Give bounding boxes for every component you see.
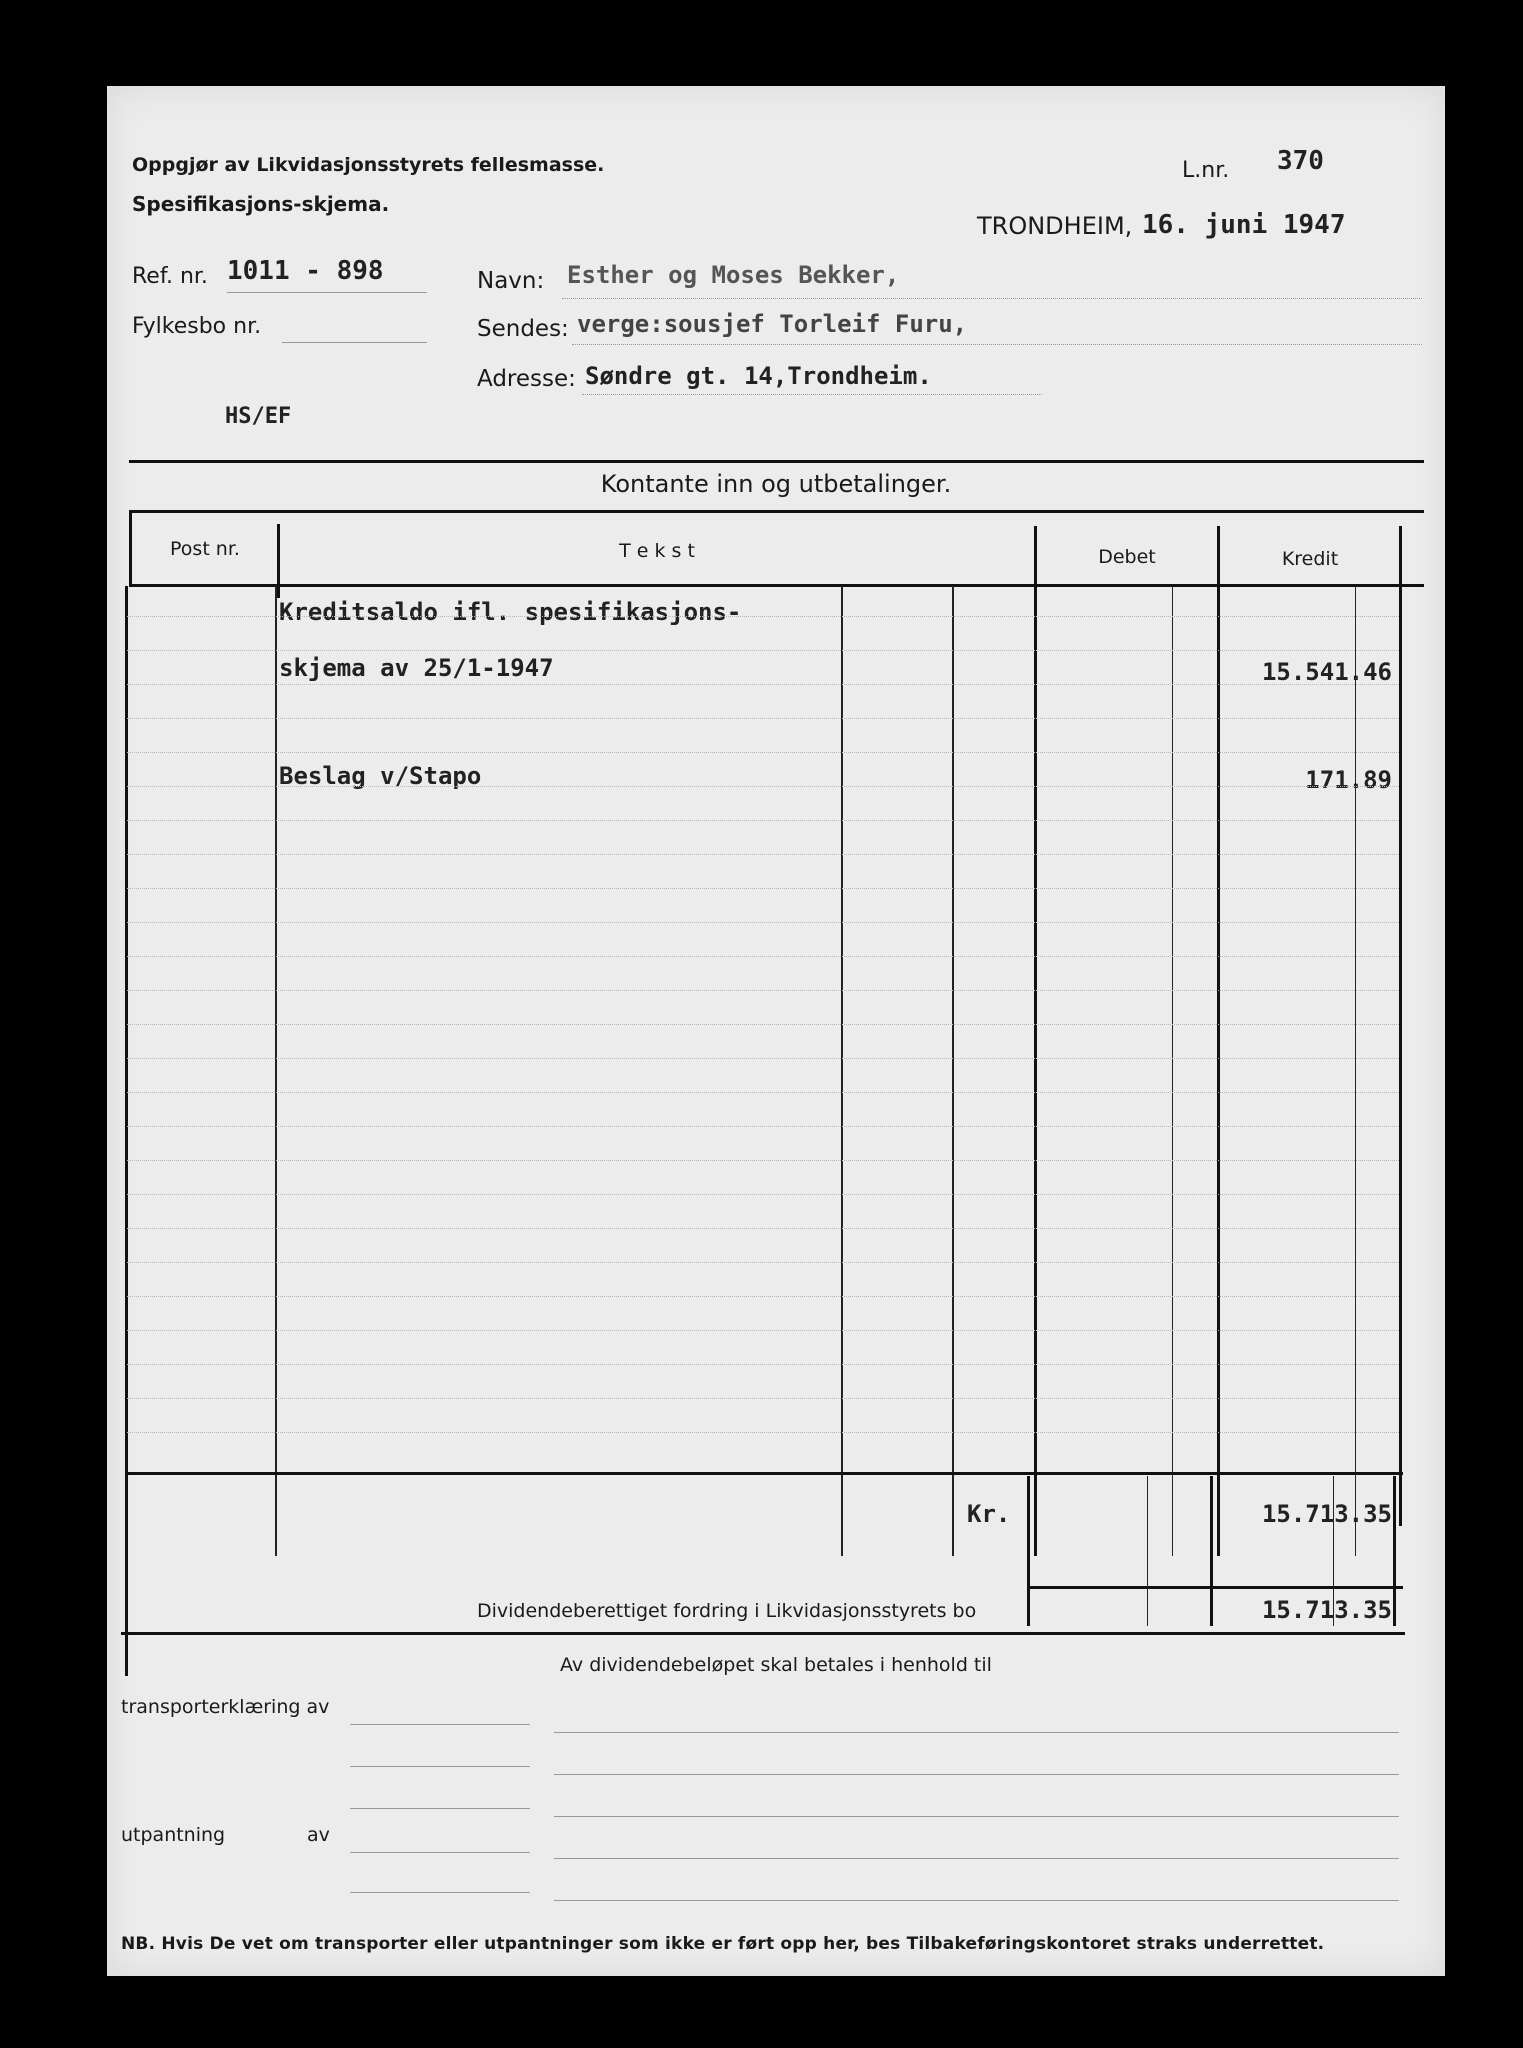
ruled-line: [127, 1126, 1399, 1127]
ruled-line: [127, 820, 1399, 821]
kredit-cents-divider: [1355, 586, 1356, 1556]
adresse-label: Adresse:: [477, 366, 576, 392]
fylkesbo-line: [282, 342, 427, 343]
adresse-value: Søndre gt. 14,Trondheim.: [585, 362, 932, 390]
utpantning-label: utpantning: [121, 1824, 226, 1846]
ruled-line: [127, 1296, 1399, 1297]
col-header-tekst: T e k s t: [619, 540, 695, 562]
navn-label: Navn:: [477, 268, 545, 294]
place-label: TRONDHEIM,: [977, 212, 1133, 240]
ruled-line: [127, 1364, 1399, 1365]
tekst-right-divider: [841, 586, 843, 1556]
transport-line-short-3: [350, 1808, 530, 1809]
ruled-line: [127, 922, 1399, 923]
ruled-line: [127, 990, 1399, 991]
transport-line-long-3: [554, 1816, 1399, 1817]
ruled-line: [127, 1092, 1399, 1093]
ruled-line: [127, 616, 1399, 617]
ruled-line: [127, 718, 1399, 719]
sendes-label: Sendes:: [477, 316, 569, 342]
ruled-line: [127, 888, 1399, 889]
totals-top-border: [125, 1472, 1403, 1475]
utpantning-line-long-1: [554, 1858, 1399, 1859]
ref-value: 1011 - 898: [227, 256, 384, 286]
col-header-debet: Debet: [1098, 546, 1156, 568]
totals-right-border: [1393, 1476, 1396, 1626]
payment-note: Av dividendebeløpet skal betales i henhold til: [560, 1654, 992, 1676]
ruled-line: [127, 1398, 1399, 1399]
sum-label: Kr.: [967, 1500, 1011, 1528]
sum-value: 15.713.35: [1261, 1500, 1392, 1528]
transport-line-long-2: [554, 1774, 1399, 1775]
ruled-line: [127, 1058, 1399, 1059]
ref-line: [227, 292, 427, 293]
body-divider-amount: [952, 586, 954, 1556]
navn-line: [562, 298, 1422, 299]
utpantning-av: av: [307, 1824, 330, 1846]
form-title-line1: Oppgjør av Likvidasjonsstyrets fellesmasse.: [132, 154, 605, 176]
section-divider-top: [129, 460, 1424, 463]
form-title-line2: Spesifikasjons-skjema.: [132, 192, 390, 216]
totals-divider-1: [1027, 1476, 1030, 1626]
body-divider-post: [275, 586, 277, 1556]
nb-notice: NB. Hvis De vet om transporter eller utpantninger som ikke er ført opp her, bes Tilbakeføringskontoret straks underrettet.: [121, 1934, 1325, 1954]
ruled-line: [127, 650, 1399, 651]
ruled-line: [127, 1432, 1399, 1433]
totals-divider-4: [1333, 1476, 1334, 1626]
utpantning-line-short-1: [350, 1852, 530, 1853]
ruled-line: [127, 854, 1399, 855]
transport-line-short-1: [350, 1724, 530, 1725]
row-3-tekst: Beslag v/Stapo: [279, 762, 482, 790]
body-left-border: [125, 586, 128, 1676]
date-value: 16. juni 1947: [1142, 210, 1346, 240]
ruled-line: [127, 956, 1399, 957]
ruled-line: [127, 752, 1399, 753]
sendes-value: verge:sousjef Torleif Furu,: [577, 310, 968, 338]
ruled-line: [127, 1160, 1399, 1161]
debet-cents-divider: [1172, 586, 1173, 1556]
row-3-kredit: 171.89: [1305, 766, 1392, 794]
lnr-value: 370: [1277, 146, 1324, 176]
ruled-line: [127, 1228, 1399, 1229]
table-bottom-border: [121, 1632, 1405, 1635]
lnr-label: L.nr.: [1182, 158, 1230, 183]
ruled-line: [127, 1330, 1399, 1331]
table-body: [125, 586, 1403, 1556]
transport-line-long-1: [554, 1732, 1399, 1733]
ruled-line: [127, 786, 1399, 787]
section-title: Kontante inn og utbetalinger.: [600, 470, 952, 498]
fylkesbo-label: Fylkesbo nr.: [132, 314, 262, 339]
row-2-tekst: skjema av 25/1-1947: [279, 654, 554, 682]
navn-value: Esther og Moses Bekker,: [567, 261, 900, 289]
ruled-line: [127, 1194, 1399, 1195]
ruled-line: [127, 1262, 1399, 1263]
sendes-line: [572, 344, 1422, 345]
initials: HS/EF: [225, 404, 292, 429]
totals-divider-3: [1210, 1476, 1213, 1626]
col-header-kredit: Kredit: [1281, 548, 1339, 570]
transport-label: transporterklæring av: [121, 1696, 330, 1718]
ruled-line: [127, 684, 1399, 685]
utpantning-line-short-2: [350, 1892, 530, 1893]
utpantning-line-long-2: [554, 1900, 1399, 1901]
col-header-post: Post nr.: [170, 538, 240, 560]
table-left-border-header: [129, 510, 132, 584]
document-page: [107, 86, 1445, 1976]
dividend-top-border: [1027, 1586, 1403, 1589]
dividend-label: Dividendeberettiget fordring i Likvidasjonsstyrets bo: [477, 1600, 977, 1622]
row-2-kredit: 15.541.46: [1261, 658, 1392, 686]
table-top-border: [129, 510, 1424, 513]
ruled-line: [127, 1024, 1399, 1025]
transport-line-short-2: [350, 1766, 530, 1767]
totals-divider-2: [1147, 1476, 1148, 1626]
adresse-line: [582, 394, 1042, 395]
ref-label: Ref. nr.: [132, 264, 208, 289]
row-1-tekst: Kreditsaldo ifl. spesifikasjons-: [279, 598, 742, 626]
dividend-value: 15.713.35: [1261, 1596, 1392, 1624]
